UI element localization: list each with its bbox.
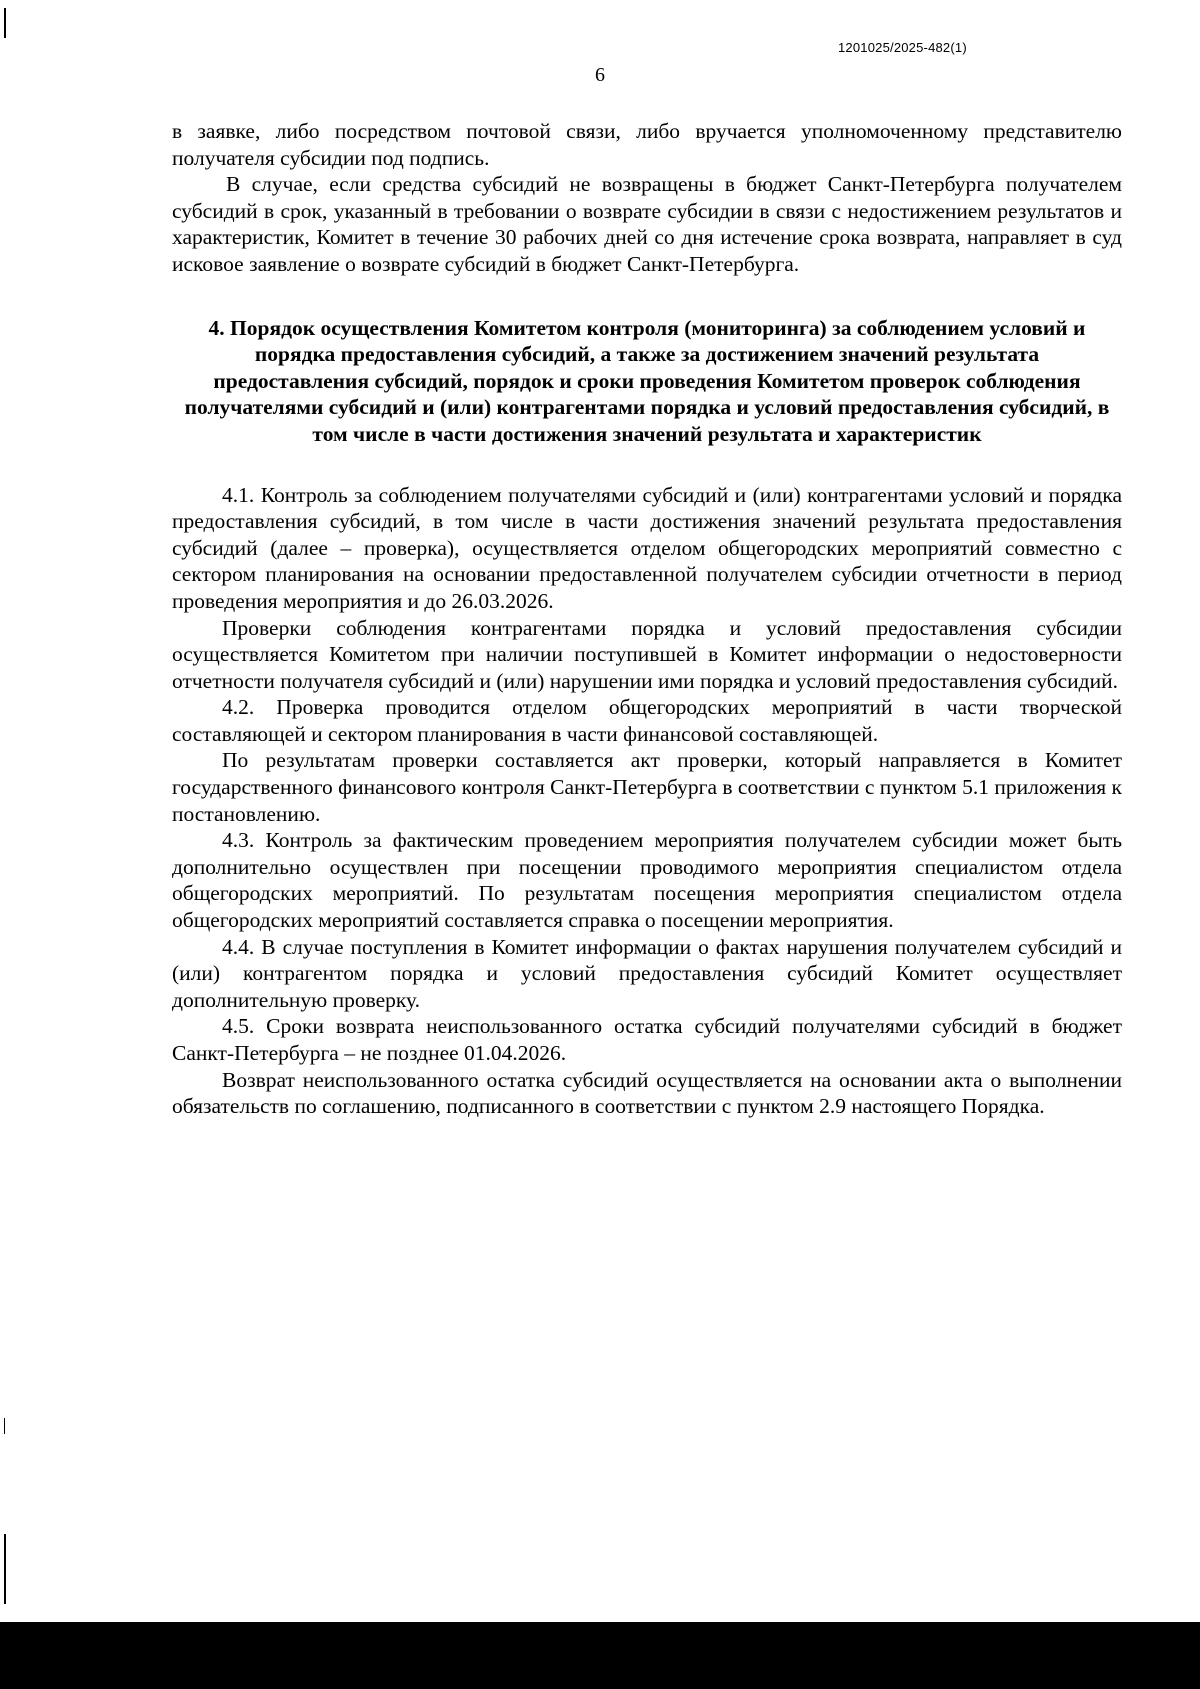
paragraph: 4.2. Проверка проводится отделом общегородских мероприятий в части творческой составляющей и сектором планирования в части финансовой составляющей. [172,695,1122,746]
section-title: 4. Порядок осуществления Комитетом контроля (мониторинга) за соблюдением условий и порядка предоставления субсидий, а также за достижением значений результата предоставления субсидий, порядок и сроки проведения Комитетом проверок соблюдения получателями субсидий и (или) контрагентами порядка и условий предоставления субсидий, в том числе в части достижения значений результата и характеристик [184,315,1110,446]
paragraph: Проверки соблюдения контрагентами порядка и условий предоставления субсидии осуществляется Комитетом при наличии поступившей в Комитет информации о недостоверности отчетности получателя субсидий и (или) нарушении ими порядка и условий предоставления субсидий. [172,615,1122,693]
paragraph: По результатам проверки составляется акт проверки, который направляется в Комитет государственного финансового контроля Санкт-Петербурга в соответствии с пунктом 5.1 приложения к постановлению. [172,748,1122,826]
paragraph: 4.1. Контроль за соблюдением получателями субсидий и (или) контрагентами условий и порядка предоставления субсидий, в том числе в части достижения значений результата предоставления субсидий (далее – проверка), осуществляется отделом общегородских мероприятий совместно с сектором планирования на основании предоставленной получателем субсидии отчетности в период проведения мероприятия и до 26.03.2026. [172,482,1122,613]
scan-edge-mark [4,1418,5,1434]
paragraph: В случае, если средства субсидий не возвращены в бюджет Санкт-Петербурга получателем субсидий в срок, указанный в требовании о возврате субсидии в связи с недостижением результатов и характеристик, Комитет в течение 30 рабочих дней со дня истечение срока возврата, направляет в суд исковое заявление о возврате субсидий в бюджет Санкт-Петербурга. [172,172,1122,276]
paragraph: 4.4. В случае поступления в Комитет информации о фактах нарушения получателем субсидий и (или) контрагентом порядка и условий предоставления субсидий Комитет осуществляет дополнительную проверку. [172,934,1122,1012]
paragraph: Возврат неиспользованного остатка субсидий осуществляется на основании акта о выполнении обязательств по соглашению, подписанного в соответствии с пунктом 2.9 настоящего Порядка. [172,1067,1122,1119]
paragraph: 4.3. Контроль за фактическим проведением мероприятия получателем субсидии может быть дополнительно осуществлен при посещении проводимого мероприятия специалистом отдела общегородских мероприятий. По результатам посещения мероприятия специалистом отдела общегородских мероприятий составляется справка о посещении мероприятия. [172,828,1122,933]
document-id: 1201025/2025-482(1) [838,40,967,55]
scan-edge-mark [4,1534,6,1604]
page-number: 6 [595,64,605,86]
paragraph: в заявке, либо посредством почтовой связи, либо вручается уполномоченному представителю получателя субсидии под подпись. [172,119,1122,170]
document-body [172,118,1122,1120]
scan-footer-band [0,1622,1200,1689]
paragraph: 4.5. Сроки возврата неиспользованного остатка субсидий получателями субсидий в бюджет Санкт-Петербурга – не позднее 01.04.2026. [172,1014,1122,1065]
scan-edge-mark [4,8,6,38]
